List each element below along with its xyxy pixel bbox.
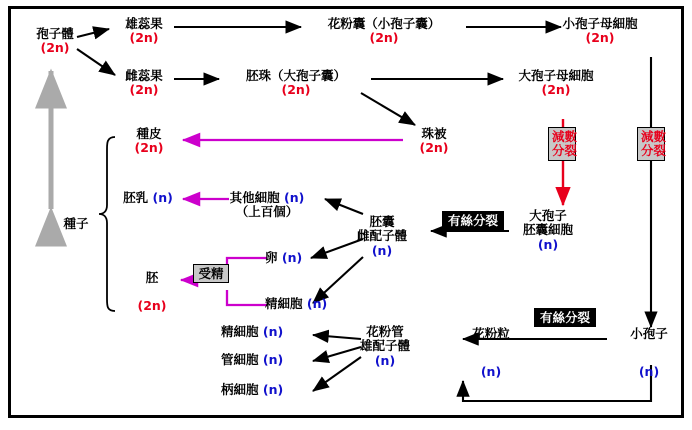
node-pistil: [111, 69, 177, 98]
node-stamen: [111, 17, 177, 46]
node-fertilization: [189, 267, 233, 281]
node-ploidy: (n): [284, 190, 305, 205]
mitosis-box: 有絲分裂: [442, 211, 504, 230]
mitosis-box: 有絲分裂: [534, 308, 596, 327]
node-ploidy: (n): [262, 324, 284, 339]
node-ploidy: (n): [638, 364, 660, 380]
node-stalk-cell: [221, 383, 313, 397]
process-mitosis-upper: [435, 214, 511, 228]
node-ploidy: (n): [262, 352, 284, 367]
node-sublabel: 雌配子體: [356, 228, 407, 244]
node-ploidy: (n): [374, 352, 396, 368]
node-sporophyte: [25, 27, 85, 56]
node-ploidy: (2n): [419, 140, 449, 156]
node-label: 胚乳: [123, 190, 149, 205]
node-ploidy: (2n): [134, 140, 164, 156]
node-ploidy: (2n): [281, 82, 311, 98]
node-label: 小孢子: [630, 326, 668, 341]
node-ploidy: (2n): [40, 40, 70, 56]
node-microspore: [617, 327, 681, 380]
node-label: 小孢子母細胞: [562, 16, 638, 31]
meiosis-box: 減數 分裂: [548, 127, 576, 161]
node-embryo-ploidy: [129, 299, 175, 313]
node-pollen-grain: [459, 327, 523, 380]
node-label: 胚: [145, 270, 159, 285]
node-label: 卵: [265, 250, 278, 265]
node-megaspore: [511, 209, 585, 252]
node-other-cells: [207, 191, 327, 220]
node-embryosac: [351, 215, 413, 258]
node-label: 精細胞: [221, 324, 259, 339]
node-ploidy: (2n): [369, 30, 399, 46]
node-sperm-fertilizing: [265, 297, 347, 311]
node-ploidy: (2n): [585, 30, 615, 46]
node-label: 種子: [63, 216, 89, 231]
node-ovule: [217, 69, 375, 98]
node-label: 大孢子: [529, 208, 567, 223]
node-sublabel: 胚囊細胞: [522, 222, 573, 238]
process-mitosis-lower: [527, 311, 603, 325]
node-embryo: [137, 271, 167, 285]
node-ploidy: (2n): [129, 82, 159, 98]
node-sublabel: 雄配子體: [359, 338, 410, 354]
node-label: 孢子體: [36, 26, 74, 41]
node-megasporocyte: [501, 69, 611, 98]
node-label: 雄蕊果: [125, 16, 163, 31]
node-seedcoat: [123, 127, 175, 156]
process-meiosis-left: [547, 127, 577, 161]
process-meiosis-right: [635, 127, 667, 161]
node-label: 珠被: [421, 126, 447, 141]
node-label: 胚珠（大孢子囊）: [245, 68, 346, 83]
node-ploidy: (n): [537, 236, 559, 252]
node-ploidy: (n): [262, 382, 284, 397]
node-label: 花粉囊（小孢子囊）: [327, 16, 441, 31]
node-endosperm: [121, 191, 175, 205]
node-egg: [265, 251, 323, 265]
node-label: 其他細胞: [229, 190, 280, 205]
node-ploidy: (n): [480, 364, 502, 380]
node-label: 管細胞: [221, 352, 259, 367]
node-sperm-cell: [221, 325, 313, 339]
diagram-frame: [8, 6, 684, 418]
node-pollen-tube: [353, 325, 417, 368]
node-ploidy: (2n): [129, 30, 159, 46]
node-label: 雌蕊果: [125, 68, 163, 83]
node-label: 種皮: [136, 126, 162, 141]
node-sublabel: （上百個）: [235, 204, 299, 220]
node-label: 精細胞: [265, 296, 303, 311]
node-microsporocyte: [545, 17, 655, 46]
node-label: 花粉管: [366, 324, 404, 339]
node-label: 胚囊: [369, 214, 395, 229]
node-tube-cell: [221, 353, 313, 367]
node-ploidy: (n): [306, 296, 328, 311]
node-label: 花粉粒: [472, 326, 510, 341]
meiosis-box: 減數 分裂: [637, 127, 665, 161]
node-anther: [299, 17, 469, 46]
node-ploidy: (n): [152, 190, 173, 205]
node-label: 柄細胞: [221, 382, 259, 397]
node-ploidy: (2n): [541, 82, 571, 98]
fertilization-box: 受精: [193, 264, 228, 283]
node-ploidy: (2n): [137, 298, 167, 313]
node-label: 大孢子母細胞: [518, 68, 594, 83]
node-seed: [51, 217, 101, 231]
node-ploidy: (n): [371, 242, 393, 258]
node-integument: [409, 127, 459, 156]
node-ploidy: (n): [281, 250, 303, 265]
